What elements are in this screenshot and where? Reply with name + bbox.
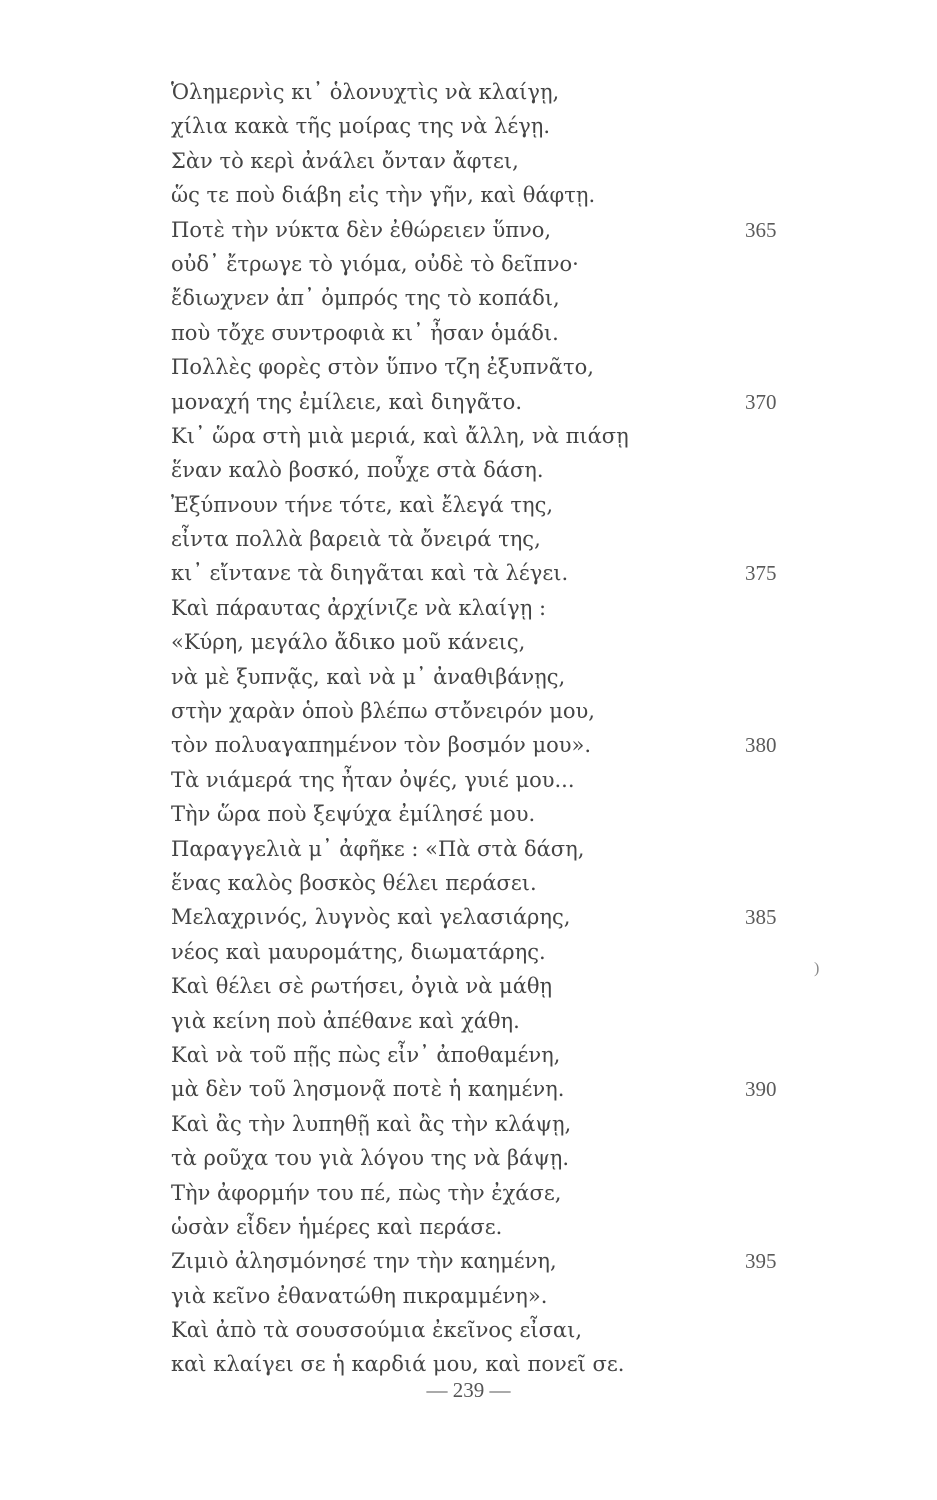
poem-line (171, 1141, 871, 1175)
poem-line (171, 247, 871, 281)
line-number: 365 (745, 217, 777, 242)
poem-line (171, 1313, 871, 1347)
poem-line (171, 144, 871, 178)
poem-line (171, 969, 871, 1003)
line-number: 390 (745, 1077, 777, 1102)
poem-line-text: Τὴν ὥρα ποὺ ξεψύχα ἐμίλησέ μου. (171, 802, 536, 827)
poem-line (171, 900, 871, 934)
poem-line-text: Καὶ ἂς τὴν λυπηθῇ καὶ ἂς τὴν κλάψῃ, (171, 1111, 572, 1136)
poem-line-text: Καὶ ἀπὸ τὰ σουσσούμια ἐκεῖνος εἶσαι, (171, 1318, 583, 1343)
poem-line (171, 728, 871, 762)
poem-line (171, 591, 871, 625)
poem-line (171, 1210, 871, 1244)
poem-line-text: ὡσὰν εἶδεν ἡμέρες καὶ περάσε. (171, 1214, 503, 1239)
poem-line (171, 832, 871, 866)
poem-line-text: ὥς τε ποὺ διάβη εἰς τὴν γῆν, καὶ θάφτῃ. (171, 183, 596, 208)
poem-line (171, 1347, 871, 1381)
poem-line (171, 1107, 871, 1141)
poem-line (171, 1072, 871, 1106)
poem-line-text: Κι᾽ ὥρα στὴ μιὰ μεριά, καὶ ἄλλη, νὰ πιάσῃ (171, 423, 629, 448)
poem-line-text: μοναχή της ἐμίλειε, καὶ διηγᾶτο. (171, 389, 523, 414)
poem-line (171, 625, 871, 659)
poem-line-text: Παραγγελιὰ μ᾽ ἀφῆκε : «Πὰ στὰ δάση, (171, 836, 585, 861)
page-number: — 239 — (426, 1378, 511, 1402)
poem-line-text: Καὶ πάραυτας ἀρχίνιζε νὰ κλαίγῃ : (171, 595, 547, 620)
poem-line-text: οὐδ᾽ ἔτρωγε τὸ γιόμα, οὐδὲ τὸ δεῖπνο· (171, 251, 579, 276)
line-number: 370 (745, 389, 777, 414)
poem-line (171, 763, 871, 797)
poem-line-text: εἶντα πολλὰ βαρειὰ τὰ ὄνειρά της, (171, 527, 541, 552)
poem-line-text: Ὁλημερνὶς κι᾽ ὁλονυχτὶς νὰ κλαίγῃ, (171, 80, 560, 104)
poem-line (171, 1004, 871, 1038)
poem-text (171, 75, 871, 1382)
poem-line-text: «Κύρη, μεγάλο ἄδικο μοῦ κάνεις, (171, 630, 526, 655)
poem-line-text: κι᾽ εἴντανε τὰ διηγᾶται καὶ τὰ λέγει. (171, 561, 569, 586)
poem-line-text: χίλια κακὰ τῆς μοίρας της νὰ λέγῃ. (171, 114, 551, 139)
poem-line (171, 935, 871, 969)
poem-line (171, 1279, 871, 1313)
poem-line (171, 316, 871, 350)
poem-line-text: γιὰ κεῖνο ἐθανατώθη πικραμμένη». (171, 1283, 548, 1308)
poem-line-text: Τὰ νιάμερά της ἦταν ὀψές, γυιέ μου... (171, 767, 575, 792)
poem-line (171, 109, 871, 143)
poem-line (171, 419, 871, 453)
poem-line (171, 453, 871, 487)
poem-line-text: Ἐξύπνουν τήνε τότε, καὶ ἔλεγά της, (171, 492, 554, 517)
poem-line-text: Σὰν τὸ κερὶ ἀνάλει ὄνταν ἄφτει, (171, 148, 519, 173)
poem-line-text: στὴν χαρὰν ὁποὺ βλέπω στὄνειρόν μου, (171, 699, 595, 724)
poem-line-text: Καὶ θέλει σὲ ρωτήσει, ὀγιὰ νὰ μάθῃ (171, 974, 553, 999)
poem-line-text: ἕνας καλὸς βοσκὸς θέλει περάσει. (171, 870, 537, 895)
poem-line-text: νὰ μὲ ξυπνᾷς, καὶ νὰ μ᾽ ἀναθιβάνῃς, (171, 664, 566, 689)
poem-line (171, 385, 871, 419)
poem-line-text: ἔδιωχνεν ἀπ᾽ ὀμπρός της τὸ κοπάδι, (171, 286, 560, 311)
poem-line-text: καὶ κλαίγει σε ἡ καρδιά μου, καὶ πονεῖ σε. (171, 1352, 625, 1377)
line-number: 375 (745, 561, 777, 586)
poem-line (171, 488, 871, 522)
line-number: 395 (745, 1249, 777, 1274)
poem-line-text: ποὺ τὄχε συντροφιὰ κι᾽ ἦσαν ὁμάδι. (171, 320, 559, 345)
poem-line (171, 522, 871, 556)
line-number: 385 (745, 905, 777, 930)
poem-line (171, 1038, 871, 1072)
poem-line (171, 1176, 871, 1210)
poem-line (171, 694, 871, 728)
poem-line (171, 178, 871, 212)
poem-line-text: τὰ ροῦχα του γιὰ λόγου της νὰ βάψῃ. (171, 1146, 570, 1171)
poem-line (171, 556, 871, 590)
poem-line-text: Ζιμιὸ ἀλησμόνησέ την τὴν καημένη, (171, 1249, 557, 1274)
poem-line (171, 213, 871, 247)
poem-line-text: Ποτὲ τὴν νύκτα δὲν ἐθώρειεν ὕπνο, (171, 217, 552, 242)
poem-line (171, 75, 871, 109)
poem-line-text: ἕναν καλὸ βοσκό, ποὖχε στὰ δάση. (171, 458, 544, 483)
poem-line-text: Πολλὲς φορὲς στὸν ὕπνο τζη ἐξυπνᾶτο, (171, 355, 594, 380)
poem-line-text: νέος καὶ μαυρομάτης, διωματάρης. (171, 939, 546, 964)
poem-line (171, 350, 871, 384)
poem-line (171, 1244, 871, 1278)
poem-line (171, 866, 871, 900)
line-number: 380 (745, 733, 777, 758)
poem-line (171, 660, 871, 694)
poem-line-text: μὰ δὲν τοῦ λησμονᾷ ποτὲ ἡ καημένη. (171, 1077, 565, 1102)
poem-line-text: τὸν πολυαγαπημένον τὸν βοσμόν μου». (171, 733, 592, 758)
poem-line-text: Καὶ νὰ τοῦ πῇς πὼς εἶν᾽ ἀποθαμένη, (171, 1042, 561, 1067)
poem-line (171, 281, 871, 315)
margin-mark: ) (814, 960, 820, 977)
poem-line (171, 797, 871, 831)
poem-line-text: Τὴν ἀφορμήν του πέ, πὼς τὴν ἐχάσε, (171, 1180, 562, 1205)
poem-line-text: γιὰ κείνη ποὺ ἀπέθανε καὶ χάθη. (171, 1008, 520, 1033)
poem-line-text: Μελαχρινός, λυγνὸς καὶ γελασιάρης, (171, 905, 571, 930)
